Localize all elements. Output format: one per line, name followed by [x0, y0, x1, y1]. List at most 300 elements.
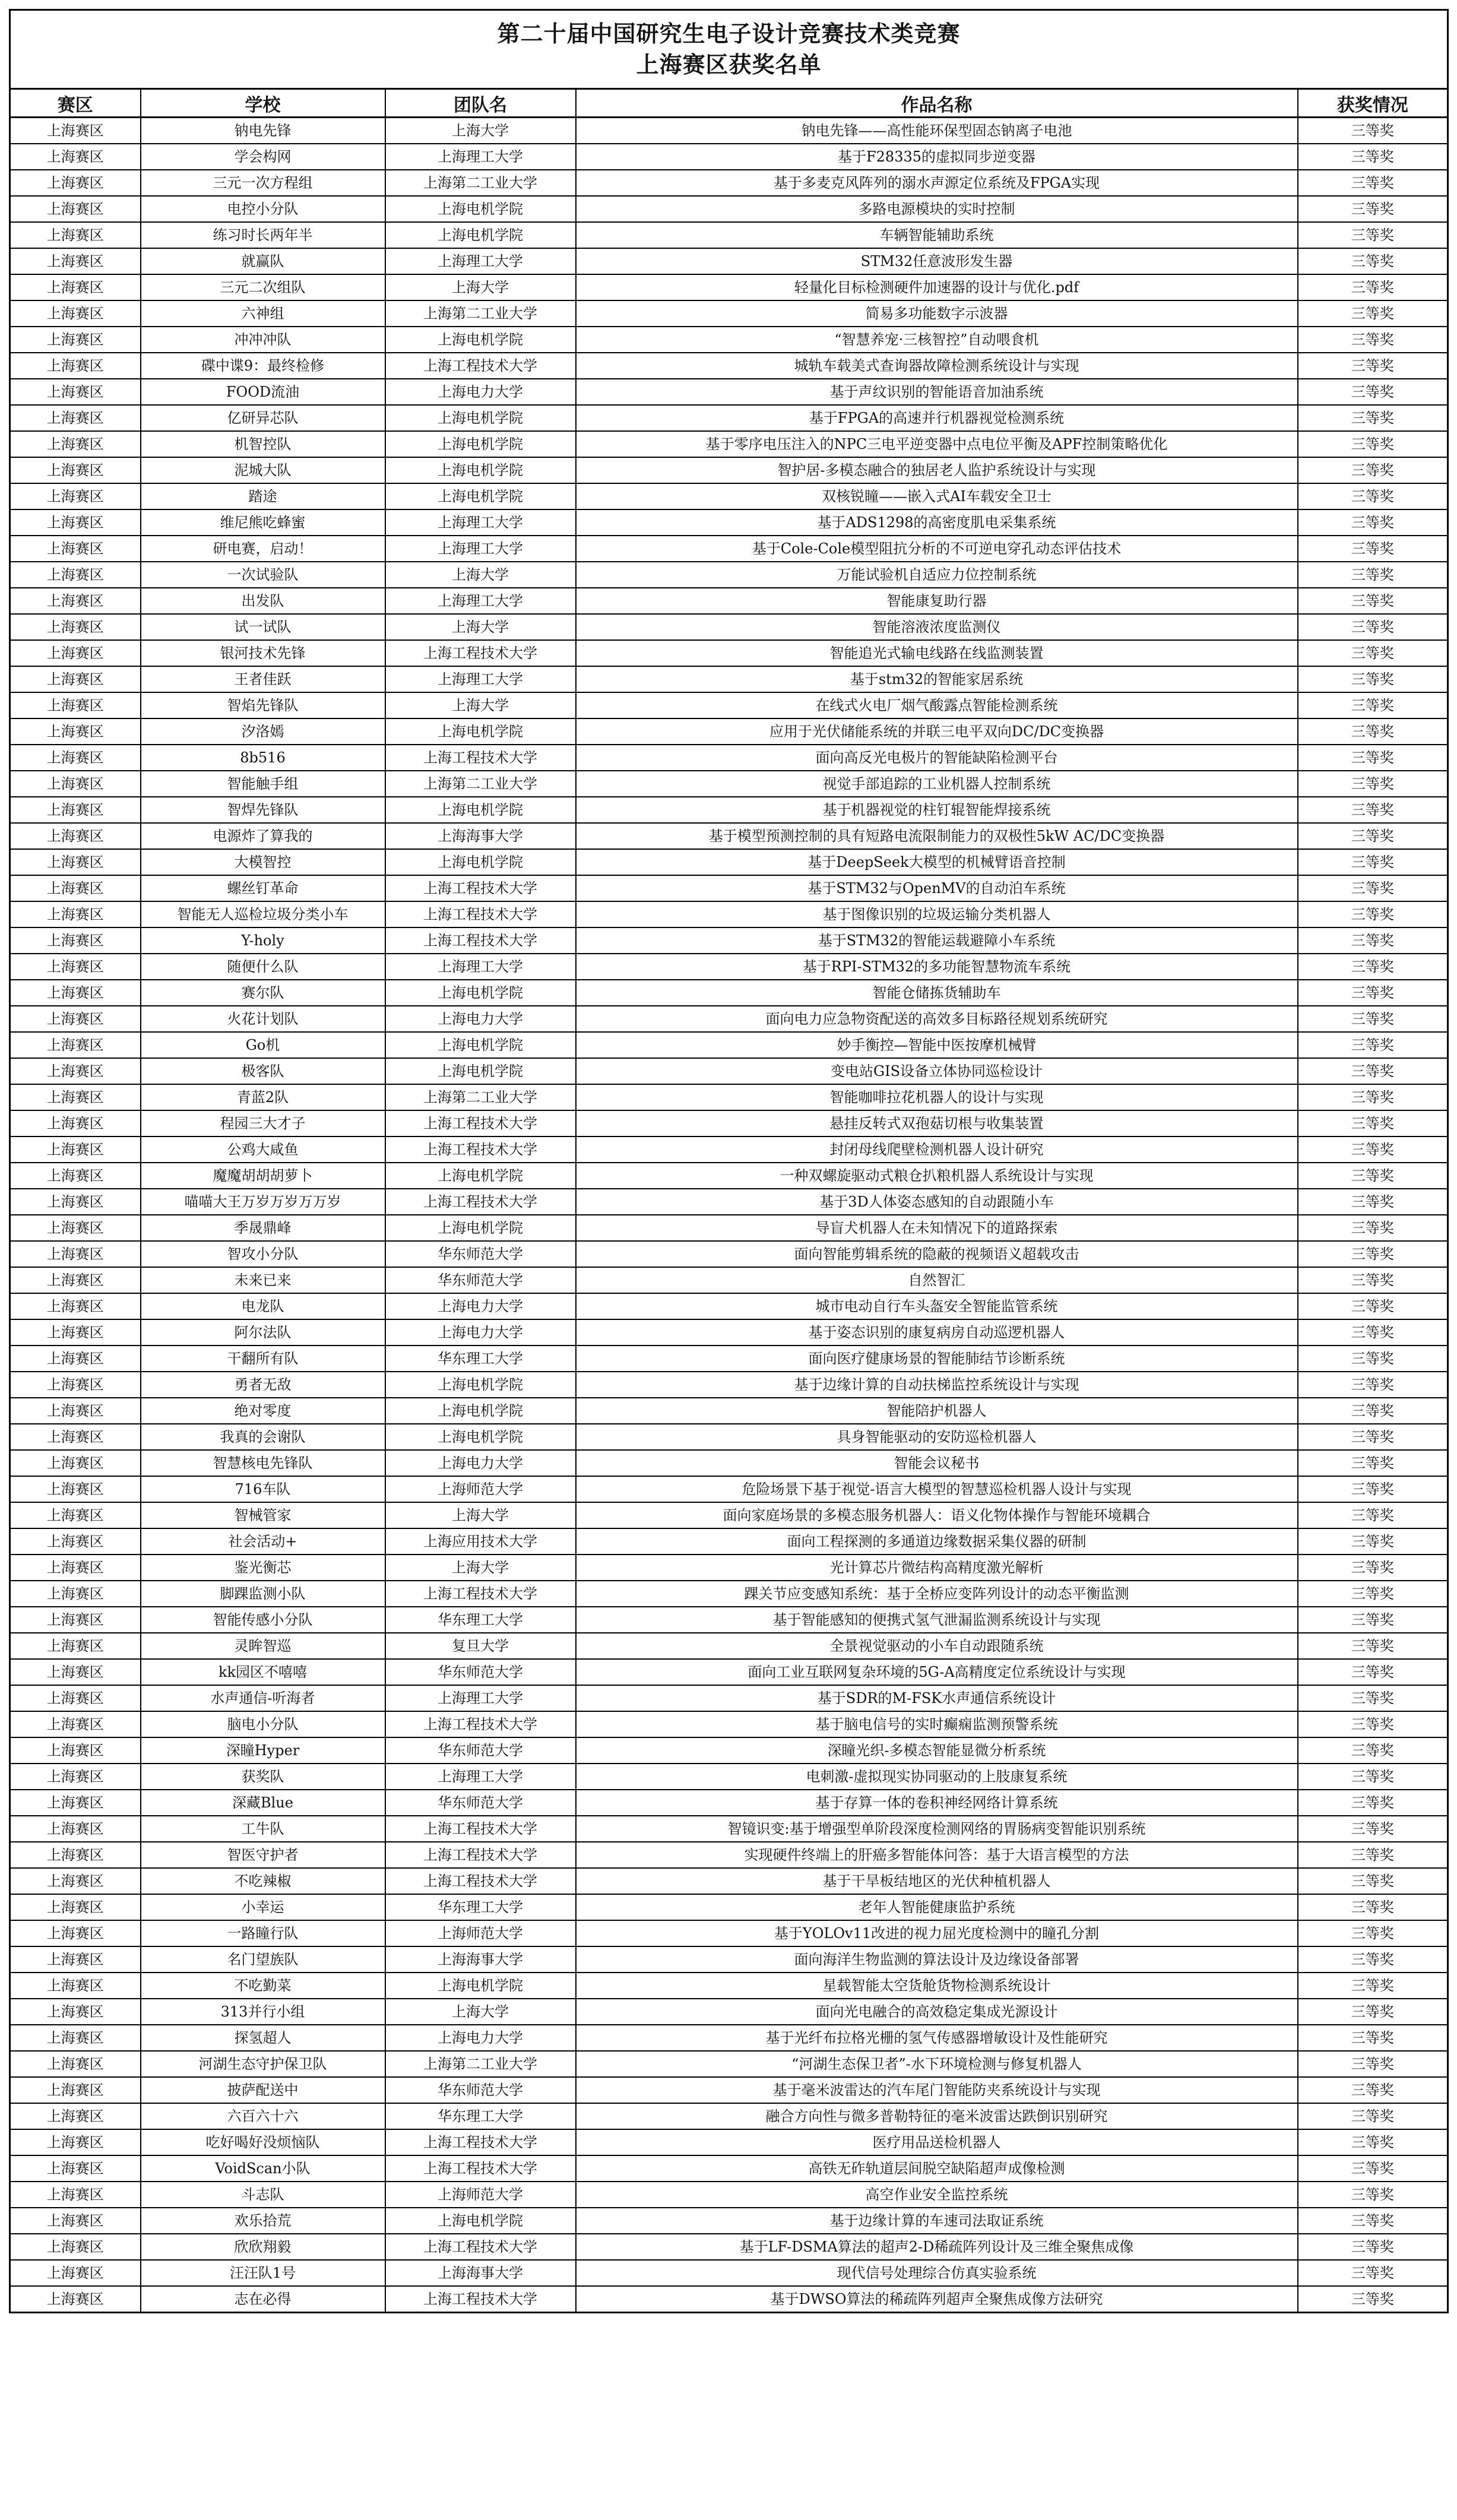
cell-team: 三元一次方程组 [141, 170, 385, 196]
cell-team: 火花计划队 [141, 1006, 385, 1032]
cell-work: 基于存算一体的卷积神经网络计算系统 [576, 1790, 1298, 1816]
cell-team: 智医守护者 [141, 1842, 385, 1868]
cell-team: 欣欣翔毅 [141, 2234, 385, 2260]
cell-award: 三等奖 [1298, 431, 1448, 457]
cell-work: 简易多功能数字示波器 [576, 300, 1298, 327]
cell-work: 实现硬件终端上的肝癌多智能体问答：基于大语言模型的方法 [576, 1842, 1298, 1868]
cell-work: 基于姿态识别的康复病房自动巡逻机器人 [576, 1319, 1298, 1346]
cell-work: 基于DeepSeek大模型的机械臂语音控制 [576, 849, 1298, 875]
table-row [10, 1633, 1448, 1659]
cell-award: 三等奖 [1298, 144, 1448, 170]
cell-work: 基于3D人体姿态感知的自动跟随小车 [576, 1189, 1298, 1215]
cell-region: 上海赛区 [10, 1163, 141, 1189]
cell-award: 三等奖 [1298, 980, 1448, 1006]
table-row [10, 457, 1448, 483]
header-work: 作品名称 [576, 89, 1298, 118]
cell-award: 三等奖 [1298, 2286, 1448, 2313]
cell-school: 上海理工大学 [385, 588, 576, 614]
cell-school: 华东师范大学 [385, 1267, 576, 1293]
cell-region: 上海赛区 [10, 431, 141, 457]
cell-team: 六百六十六 [141, 2103, 385, 2129]
cell-team: 冲冲冲队 [141, 327, 385, 353]
cell-team: 大模智控 [141, 849, 385, 875]
cell-school: 上海电机学院 [385, 1424, 576, 1450]
table-row [10, 692, 1448, 718]
cell-work: 导盲犬机器人在未知情况下的道路探索 [576, 1215, 1298, 1241]
cell-award: 三等奖 [1298, 2155, 1448, 2182]
cell-region: 上海赛区 [10, 980, 141, 1006]
cell-school: 上海第二工业大学 [385, 300, 576, 327]
cell-work: 基于FPGA的高速并行机器视觉检测系统 [576, 405, 1298, 431]
table-row [10, 588, 1448, 614]
cell-region: 上海赛区 [10, 1110, 141, 1136]
document-title: 第二十届中国研究生电子设计竞赛技术类竞赛 [497, 21, 961, 47]
cell-region: 上海赛区 [10, 1920, 141, 1946]
cell-school: 上海第二工业大学 [385, 170, 576, 196]
header-school: 学校 [141, 89, 385, 118]
cell-team: 汪汪队1号 [141, 2260, 385, 2286]
cell-team: Go机 [141, 1032, 385, 1058]
cell-team: 机智控队 [141, 431, 385, 457]
table-row [10, 849, 1448, 875]
cell-work: 基于智能感知的便携式氢气泄漏监测系统设计与实现 [576, 1607, 1298, 1633]
table-row [10, 1581, 1448, 1607]
cell-region: 上海赛区 [10, 1737, 141, 1764]
cell-award: 三等奖 [1298, 2051, 1448, 2077]
cell-award: 三等奖 [1298, 1136, 1448, 1163]
cell-work: 自然智汇 [576, 1267, 1298, 1293]
cell-school: 上海师范大学 [385, 2182, 576, 2208]
cell-work: 基于光纤布拉格光栅的氢气传感器增敏设计及性能研究 [576, 2025, 1298, 2051]
cell-school: 上海大学 [385, 1555, 576, 1581]
cell-team: 公鸡大咸鱼 [141, 1136, 385, 1163]
cell-team: 螺丝钉革命 [141, 875, 385, 901]
cell-region: 上海赛区 [10, 1633, 141, 1659]
table-row [10, 1607, 1448, 1633]
cell-award: 三等奖 [1298, 1215, 1448, 1241]
cell-team: 王者佳跃 [141, 666, 385, 692]
table-row [10, 1920, 1448, 1946]
cell-school: 上海第二工业大学 [385, 2051, 576, 2077]
document-subtitle: 上海赛区获奖名单 [636, 52, 822, 78]
cell-work: 悬挂反转式双孢菇切根与收集装置 [576, 1110, 1298, 1136]
cell-region: 上海赛区 [10, 1084, 141, 1110]
cell-work: 面向电力应急物资配送的高效多目标路径规划系统研究 [576, 1006, 1298, 1032]
cell-award: 三等奖 [1298, 1816, 1448, 1842]
cell-award: 三等奖 [1298, 666, 1448, 692]
cell-work: 车辆智能辅助系统 [576, 222, 1298, 248]
cell-award: 三等奖 [1298, 379, 1448, 405]
cell-region: 上海赛区 [10, 1346, 141, 1372]
header-award: 获奖情况 [1298, 89, 1448, 118]
cell-team: 深瞳Hyper [141, 1737, 385, 1764]
cell-region: 上海赛区 [10, 562, 141, 588]
cell-work: 基于ADS1298的高密度肌电采集系统 [576, 509, 1298, 536]
cell-work: 面向光电融合的高效稳定集成光源设计 [576, 1999, 1298, 2025]
table-row [10, 771, 1448, 797]
cell-team: 青蓝2队 [141, 1084, 385, 1110]
cell-award: 三等奖 [1298, 1973, 1448, 1999]
cell-region: 上海赛区 [10, 2051, 141, 2077]
table-row [10, 1816, 1448, 1842]
table-row [10, 405, 1448, 431]
cell-team: 智械管家 [141, 1502, 385, 1528]
table-row [10, 745, 1448, 771]
table-row [10, 718, 1448, 745]
table-row [10, 980, 1448, 1006]
cell-award: 三等奖 [1298, 1293, 1448, 1319]
cell-work: 踝关节应变感知系统：基于全桥应变阵列设计的动态平衡监测 [576, 1581, 1298, 1607]
table-row [10, 1528, 1448, 1555]
table-row [10, 196, 1448, 222]
cell-team: Y-holy [141, 927, 385, 954]
cell-team: 电控小分队 [141, 196, 385, 222]
cell-school: 上海大学 [385, 274, 576, 300]
table-row [10, 1555, 1448, 1581]
cell-award: 三等奖 [1298, 457, 1448, 483]
cell-work: 智护居-多模态融合的独居老人监护系统设计与实现 [576, 457, 1298, 483]
cell-work: 基于模型预测控制的具有短路电流限制能力的双极性5kW AC/DC变换器 [576, 823, 1298, 849]
cell-award: 三等奖 [1298, 954, 1448, 980]
cell-work: 面向工业互联网复杂环境的5G-A高精度定位系统设计与实现 [576, 1659, 1298, 1685]
cell-award: 三等奖 [1298, 1110, 1448, 1136]
cell-region: 上海赛区 [10, 509, 141, 536]
cell-work: “智慧养宠·三核智控”自动喂食机 [576, 327, 1298, 353]
cell-team: 工牛队 [141, 1816, 385, 1842]
table-row [10, 2260, 1448, 2286]
cell-school: 上海海事大学 [385, 1946, 576, 1973]
cell-school: 上海电机学院 [385, 1398, 576, 1424]
cell-team: 鉴光衡芯 [141, 1555, 385, 1581]
cell-region: 上海赛区 [10, 196, 141, 222]
cell-region: 上海赛区 [10, 274, 141, 300]
cell-school: 华东师范大学 [385, 1790, 576, 1816]
table-row [10, 2077, 1448, 2103]
cell-award: 三等奖 [1298, 118, 1448, 144]
cell-school: 华东理工大学 [385, 1894, 576, 1920]
cell-team: 练习时长两年半 [141, 222, 385, 248]
cell-work: 基于毫米波雷达的汽车尾门智能防夹系统设计与实现 [576, 2077, 1298, 2103]
cell-team: 智焰先锋队 [141, 692, 385, 718]
cell-work: 封闭母线爬壁检测机器人设计研究 [576, 1136, 1298, 1163]
cell-school: 上海电机学院 [385, 405, 576, 431]
cell-region: 上海赛区 [10, 1528, 141, 1555]
cell-work: 智能追光式输电线路在线监测装置 [576, 640, 1298, 666]
cell-team: FOOD流油 [141, 379, 385, 405]
cell-work: 基于声纹识别的智能语音加油系统 [576, 379, 1298, 405]
table-row [10, 1163, 1448, 1189]
table-row [10, 1894, 1448, 1920]
cell-award: 三等奖 [1298, 248, 1448, 274]
cell-region: 上海赛区 [10, 1555, 141, 1581]
cell-school: 上海电力大学 [385, 379, 576, 405]
cell-school: 上海电机学院 [385, 1372, 576, 1398]
cell-school: 上海海事大学 [385, 2260, 576, 2286]
cell-region: 上海赛区 [10, 327, 141, 353]
table-row [10, 1737, 1448, 1764]
cell-region: 上海赛区 [10, 1581, 141, 1607]
table-row [10, 2208, 1448, 2234]
cell-region: 上海赛区 [10, 745, 141, 771]
cell-team: 智能传感小分队 [141, 1607, 385, 1633]
table-row [10, 1006, 1448, 1032]
cell-team: 智攻小分队 [141, 1241, 385, 1267]
cell-award: 三等奖 [1298, 1267, 1448, 1293]
cell-team: 就赢队 [141, 248, 385, 274]
table-row [10, 431, 1448, 457]
cell-work: 双核锐瞳——嵌入式AI车载安全卫士 [576, 483, 1298, 509]
cell-work: 光计算芯片微结构高精度激光解析 [576, 1555, 1298, 1581]
cell-work: 城市电动自行车头盔安全智能监管系统 [576, 1293, 1298, 1319]
cell-award: 三等奖 [1298, 1685, 1448, 1711]
cell-award: 三等奖 [1298, 327, 1448, 353]
cell-work: 视觉手部追踪的工业机器人控制系统 [576, 771, 1298, 797]
cell-team: 勇者无敌 [141, 1372, 385, 1398]
cell-award: 三等奖 [1298, 2103, 1448, 2129]
cell-award: 三等奖 [1298, 1711, 1448, 1737]
table-row [10, 1711, 1448, 1737]
cell-school: 上海电机学院 [385, 718, 576, 745]
cell-award: 三等奖 [1298, 222, 1448, 248]
cell-region: 上海赛区 [10, 1790, 141, 1816]
award-table [9, 9, 1449, 2313]
cell-school: 上海大学 [385, 614, 576, 640]
cell-school: 上海理工大学 [385, 536, 576, 562]
cell-school: 上海电力大学 [385, 1293, 576, 1319]
cell-work: 高铁无砟轨道层间脱空缺陷超声成像检测 [576, 2155, 1298, 2182]
cell-region: 上海赛区 [10, 300, 141, 327]
cell-team: 不吃勤菜 [141, 1973, 385, 1999]
cell-region: 上海赛区 [10, 1816, 141, 1842]
title-block [10, 10, 1448, 89]
cell-team: 8b516 [141, 745, 385, 771]
cell-region: 上海赛区 [10, 222, 141, 248]
cell-region: 上海赛区 [10, 2129, 141, 2155]
cell-region: 上海赛区 [10, 1659, 141, 1685]
cell-school: 上海电机学院 [385, 797, 576, 823]
cell-school: 上海电力大学 [385, 1006, 576, 1032]
cell-region: 上海赛区 [10, 170, 141, 196]
cell-school: 华东理工大学 [385, 1607, 576, 1633]
cell-team: 智能无人巡检垃圾分类小车 [141, 901, 385, 927]
cell-award: 三等奖 [1298, 640, 1448, 666]
cell-school: 上海电机学院 [385, 2208, 576, 2234]
cell-region: 上海赛区 [10, 1032, 141, 1058]
cell-school: 上海电力大学 [385, 2025, 576, 2051]
cell-team: 亿研异芯队 [141, 405, 385, 431]
cell-school: 上海电机学院 [385, 483, 576, 509]
cell-award: 三等奖 [1298, 196, 1448, 222]
cell-school: 上海电机学院 [385, 222, 576, 248]
cell-school: 上海师范大学 [385, 1920, 576, 1946]
cell-region: 上海赛区 [10, 927, 141, 954]
cell-school: 复旦大学 [385, 1633, 576, 1659]
table-header-row [10, 89, 1448, 118]
table-row [10, 1999, 1448, 2025]
cell-award: 三等奖 [1298, 1528, 1448, 1555]
cell-team: 斗志队 [141, 2182, 385, 2208]
cell-team: 披萨配送中 [141, 2077, 385, 2103]
cell-region: 上海赛区 [10, 1006, 141, 1032]
table-row [10, 614, 1448, 640]
cell-work: 基于机器视觉的柱钉辊智能焊接系统 [576, 797, 1298, 823]
cell-region: 上海赛区 [10, 1136, 141, 1163]
cell-award: 三等奖 [1298, 2129, 1448, 2155]
table-row [10, 927, 1448, 954]
table-row [10, 2234, 1448, 2260]
cell-school: 上海工程技术大学 [385, 745, 576, 771]
table-body [10, 118, 1448, 2313]
cell-team: 钠电先锋 [141, 118, 385, 144]
cell-region: 上海赛区 [10, 718, 141, 745]
cell-school: 上海电机学院 [385, 1058, 576, 1084]
cell-work: 基于Cole-Cole模型阻抗分析的不可逆电穿孔动态评估技术 [576, 536, 1298, 562]
table-row [10, 2286, 1448, 2313]
cell-school: 上海第二工业大学 [385, 1084, 576, 1110]
cell-team: 小幸运 [141, 1894, 385, 1920]
cell-work: 一种双螺旋驱动式粮仓扒粮机器人系统设计与实现 [576, 1163, 1298, 1189]
table-row [10, 875, 1448, 901]
cell-work: 城轨车载美式查询器故障检测系统设计与实现 [576, 353, 1298, 379]
cell-school: 上海电机学院 [385, 849, 576, 875]
cell-region: 上海赛区 [10, 1398, 141, 1424]
cell-region: 上海赛区 [10, 1476, 141, 1502]
cell-region: 上海赛区 [10, 1372, 141, 1398]
cell-region: 上海赛区 [10, 248, 141, 274]
cell-award: 三等奖 [1298, 1659, 1448, 1685]
cell-team: 313并行小组 [141, 1999, 385, 2025]
cell-school: 上海工程技术大学 [385, 927, 576, 954]
cell-team: 脚踝监测小队 [141, 1581, 385, 1607]
table-row [10, 222, 1448, 248]
cell-team: 踏途 [141, 483, 385, 509]
cell-school: 上海电机学院 [385, 327, 576, 353]
table-row [10, 1293, 1448, 1319]
cell-school: 上海电机学院 [385, 1973, 576, 1999]
cell-team: 喵喵大王万岁万岁万万岁 [141, 1189, 385, 1215]
cell-school: 上海电力大学 [385, 1450, 576, 1476]
cell-work: 钠电先锋——高性能环保型固态钠离子电池 [576, 118, 1298, 144]
cell-award: 三等奖 [1298, 1189, 1448, 1215]
cell-team: 汐洛嫣 [141, 718, 385, 745]
table-row [10, 1372, 1448, 1398]
cell-team: 学会构网 [141, 144, 385, 170]
cell-award: 三等奖 [1298, 2260, 1448, 2286]
cell-region: 上海赛区 [10, 2182, 141, 2208]
cell-work: “河湖生态保卫者”-水下环境检测与修复机器人 [576, 2051, 1298, 2077]
cell-region: 上海赛区 [10, 1241, 141, 1267]
cell-award: 三等奖 [1298, 927, 1448, 954]
cell-team: 一次试验队 [141, 562, 385, 588]
table-row [10, 1032, 1448, 1058]
cell-region: 上海赛区 [10, 1868, 141, 1894]
table-row [10, 1973, 1448, 1999]
cell-team: 随便什么队 [141, 954, 385, 980]
cell-school: 上海大学 [385, 562, 576, 588]
cell-team: 银河技术先锋 [141, 640, 385, 666]
cell-award: 三等奖 [1298, 2182, 1448, 2208]
cell-award: 三等奖 [1298, 1372, 1448, 1398]
cell-work: 面向高反光电极片的智能缺陷检测平台 [576, 745, 1298, 771]
table-row [10, 1136, 1448, 1163]
cell-work: 全景视觉驱动的小车自动跟随系统 [576, 1633, 1298, 1659]
cell-region: 上海赛区 [10, 405, 141, 431]
cell-team: 脑电小分队 [141, 1711, 385, 1737]
cell-region: 上海赛区 [10, 901, 141, 927]
table-row [10, 2129, 1448, 2155]
cell-team: 志在必得 [141, 2286, 385, 2313]
cell-region: 上海赛区 [10, 1764, 141, 1790]
cell-school: 上海理工大学 [385, 954, 576, 980]
cell-team: 未来已来 [141, 1267, 385, 1293]
cell-work: 智能仓储拣货辅助车 [576, 980, 1298, 1006]
cell-work: 基于脑电信号的实时癫痫监测预警系统 [576, 1711, 1298, 1737]
cell-region: 上海赛区 [10, 954, 141, 980]
cell-award: 三等奖 [1298, 2208, 1448, 2234]
cell-team: 试一试队 [141, 614, 385, 640]
cell-work: 高空作业安全监控系统 [576, 2182, 1298, 2208]
table-row [10, 1764, 1448, 1790]
table-row [10, 1058, 1448, 1084]
cell-region: 上海赛区 [10, 640, 141, 666]
cell-award: 三等奖 [1298, 405, 1448, 431]
cell-team: 欢乐拾荒 [141, 2208, 385, 2234]
cell-team: 泥城大队 [141, 457, 385, 483]
cell-work: 基于F28335的虚拟同步逆变器 [576, 144, 1298, 170]
cell-region: 上海赛区 [10, 1999, 141, 2025]
cell-school: 上海工程技术大学 [385, 640, 576, 666]
cell-work: 医疗用品送检机器人 [576, 2129, 1298, 2155]
cell-work: 智能溶液浓度监测仪 [576, 614, 1298, 640]
table-row [10, 300, 1448, 327]
cell-work: 面向家庭场景的多模态服务机器人：语义化物体操作与智能环境耦合 [576, 1502, 1298, 1528]
cell-region: 上海赛区 [10, 771, 141, 797]
cell-work: 基于干旱板结地区的光伏种植机器人 [576, 1868, 1298, 1894]
table-row [10, 1476, 1448, 1502]
cell-award: 三等奖 [1298, 170, 1448, 196]
table-row [10, 1215, 1448, 1241]
cell-region: 上海赛区 [10, 1711, 141, 1737]
table-row [10, 901, 1448, 927]
cell-award: 三等奖 [1298, 2234, 1448, 2260]
cell-team: 绝对零度 [141, 1398, 385, 1424]
cell-school: 华东师范大学 [385, 1737, 576, 1764]
cell-work: 危险场景下基于视觉-语言大模型的智慧巡检机器人设计与实现 [576, 1476, 1298, 1502]
cell-region: 上海赛区 [10, 797, 141, 823]
header-region: 赛区 [10, 89, 141, 118]
cell-award: 三等奖 [1298, 1581, 1448, 1607]
table-row [10, 2051, 1448, 2077]
cell-team: 季晟鼎峰 [141, 1215, 385, 1241]
table-row [10, 797, 1448, 823]
cell-work: 深瞳光织-多模态智能显微分析系统 [576, 1737, 1298, 1764]
cell-team: 716车队 [141, 1476, 385, 1502]
cell-award: 三等奖 [1298, 1764, 1448, 1790]
cell-region: 上海赛区 [10, 1424, 141, 1450]
cell-team: 阿尔法队 [141, 1319, 385, 1346]
cell-work: 现代信号处理综合仿真实验系统 [576, 2260, 1298, 2286]
cell-region: 上海赛区 [10, 849, 141, 875]
cell-award: 三等奖 [1298, 901, 1448, 927]
cell-region: 上海赛区 [10, 2260, 141, 2286]
table-row [10, 144, 1448, 170]
cell-school: 华东师范大学 [385, 1659, 576, 1685]
cell-school: 上海理工大学 [385, 144, 576, 170]
cell-region: 上海赛区 [10, 2025, 141, 2051]
cell-region: 上海赛区 [10, 1319, 141, 1346]
cell-award: 三等奖 [1298, 1842, 1448, 1868]
cell-work: 基于DWSO算法的稀疏阵列超声全聚焦成像方法研究 [576, 2286, 1298, 2313]
